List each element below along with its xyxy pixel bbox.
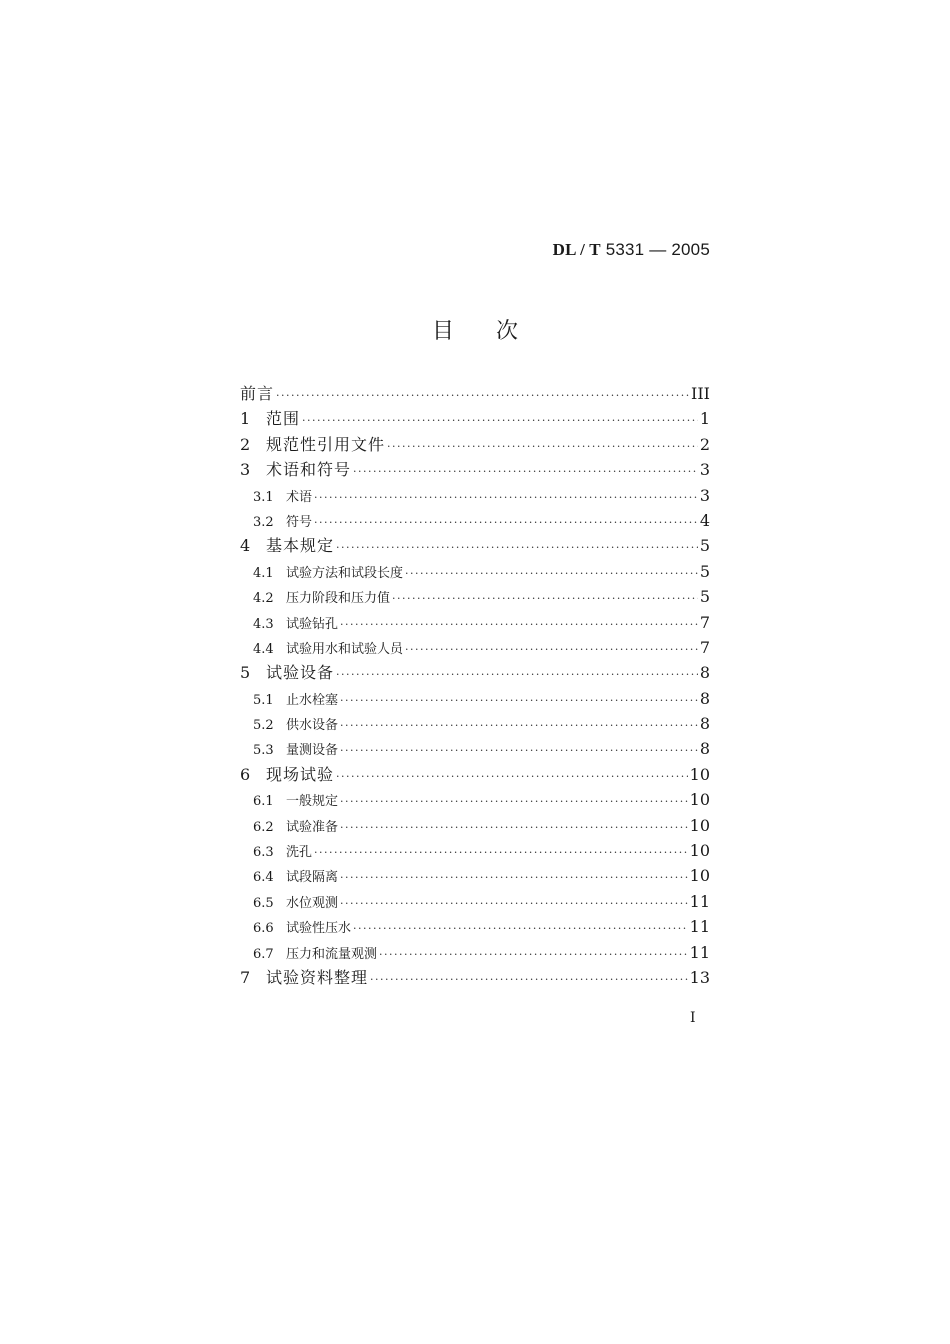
toc-entry-label: 现场试验 (266, 764, 335, 784)
toc-entry-page: 5 (699, 561, 710, 581)
toc-leader-dots (336, 764, 688, 789)
toc-entry-page: 10 (689, 764, 710, 784)
toc-entry-page: 11 (689, 917, 710, 937)
toc-entry[interactable] (240, 940, 710, 965)
toc-entry-page: 10 (689, 841, 710, 861)
toc-entry-label: 压力和流量观测 (286, 946, 378, 962)
toc-entry[interactable] (240, 813, 710, 838)
toc-leader-dots (405, 637, 698, 662)
toc-entry-number: 6.5 (253, 895, 274, 911)
toc-entry[interactable] (240, 432, 710, 457)
toc-entry[interactable] (240, 483, 710, 508)
toc-entry[interactable] (240, 736, 710, 761)
toc-leader-dots (314, 485, 698, 510)
toc-entry[interactable] (240, 863, 710, 888)
toc-entry-label: 止水栓塞 (286, 692, 339, 708)
standard-code (553, 240, 710, 260)
toc-entry-label: 试验设备 (266, 663, 335, 683)
toc-entry[interactable] (240, 508, 710, 533)
toc-entry[interactable] (240, 686, 710, 711)
toc-entry-number: 3 (240, 460, 251, 480)
toc-leader-dots (302, 408, 698, 433)
toc-entry[interactable] (240, 457, 710, 482)
toc-leader-dots (353, 459, 698, 484)
toc-leader-dots (379, 942, 688, 967)
toc-leader-dots (340, 815, 688, 840)
toc-entry-page: III (691, 384, 710, 403)
toc-entry-number: 6.6 (253, 921, 274, 937)
toc-entry-page: 5 (699, 536, 710, 556)
toc-entry-page: 13 (689, 967, 710, 987)
toc-entry-label: 试验用水和试验人员 (286, 641, 404, 657)
toc-leader-dots (314, 510, 698, 535)
toc-entry-number: 6.7 (253, 946, 274, 962)
toc-entry-label: 压力阶段和压力值 (286, 591, 391, 607)
toc-entry[interactable] (240, 762, 710, 787)
toc-entry-label: 试验方法和试段长度 (286, 565, 404, 581)
toc-entry-number: 5 (240, 663, 251, 683)
toc-leader-dots (340, 738, 698, 763)
toc-entry-number: 4.2 (253, 591, 274, 607)
toc-entry-number: 6.4 (253, 870, 274, 886)
toc-entry-label: 术语和符号 (266, 460, 352, 480)
toc-entry-number: 5.3 (253, 743, 274, 759)
toc-entry-page: 2 (699, 434, 710, 454)
toc-entry-page: 3 (699, 460, 710, 480)
toc-entry-label: 试段隔离 (286, 870, 339, 886)
standard-prefix: DL / T (552, 240, 601, 259)
toc-entry-number: 6.1 (253, 794, 274, 810)
toc-entry-page: 11 (689, 942, 710, 962)
toc-entry-label: 符号 (286, 514, 313, 530)
toc-entry-label: 前言 (240, 384, 275, 403)
toc-entry-page: 8 (699, 739, 710, 759)
toc-leader-dots (387, 434, 698, 459)
toc-entry-label: 洗孔 (286, 845, 313, 861)
toc-entry-label: 试验性压水 (286, 921, 352, 937)
toc-leader-dots (314, 840, 688, 865)
toc-entry-label: 试验准备 (286, 819, 339, 835)
toc-entry[interactable] (240, 889, 710, 914)
page-title: 目次 (431, 319, 560, 344)
toc-entry-page: 3 (699, 485, 710, 505)
toc-entry-page: 7 (699, 612, 710, 632)
toc-leader-dots (276, 383, 689, 408)
toc-entry-page: 8 (699, 663, 710, 683)
toc-entry-label: 基本规定 (266, 536, 335, 556)
toc-entry-label: 量测设备 (286, 743, 339, 759)
toc-leader-dots (370, 967, 688, 992)
toc-entry-number: 5.1 (253, 692, 274, 708)
toc-entry[interactable] (240, 838, 710, 863)
toc-leader-dots (340, 891, 688, 916)
toc-entry-label: 试验资料整理 (266, 967, 369, 987)
toc-entry-number: 3.1 (253, 489, 274, 505)
toc-leader-dots (340, 865, 688, 890)
toc-entry-page: 1 (699, 409, 710, 429)
toc-leader-dots (353, 916, 688, 941)
standard-number: 5331 — 2005 (605, 240, 710, 259)
toc-entry-page: 10 (689, 866, 710, 886)
toc-entry-page: 11 (689, 891, 710, 911)
toc-entry-label: 试验钻孔 (286, 616, 339, 632)
toc-leader-dots (336, 535, 698, 560)
toc-entry[interactable] (240, 965, 710, 990)
toc-entry-number: 4.4 (253, 641, 274, 657)
toc-entry[interactable] (240, 406, 710, 431)
toc-entry[interactable] (240, 533, 710, 558)
toc-entry-number: 6.2 (253, 819, 274, 835)
toc-entry-number: 5.2 (253, 718, 274, 734)
toc-entry-label: 一般规定 (286, 794, 339, 810)
toc-entry-label: 供水设备 (286, 718, 339, 734)
toc-leader-dots (340, 688, 698, 713)
toc-entry[interactable] (240, 711, 710, 736)
toc-entry-number: 7 (240, 967, 251, 987)
toc-leader-dots (340, 789, 688, 814)
toc-entry-label: 术语 (286, 489, 313, 505)
toc-leader-dots (392, 586, 698, 611)
toc-entry[interactable] (240, 635, 710, 660)
toc-leader-dots (340, 612, 698, 637)
toc-entry-page: 10 (689, 815, 710, 835)
toc-entry-page: 4 (699, 510, 710, 530)
toc-entry-number: 4.1 (253, 565, 274, 581)
toc-entry-page: 8 (699, 688, 710, 708)
toc-entry[interactable] (240, 914, 710, 939)
toc-entry-number: 4 (240, 536, 251, 556)
toc-leader-dots (336, 662, 698, 687)
toc-entry-label: 规范性引用文件 (266, 434, 386, 454)
toc-entry-number: 2 (240, 434, 251, 454)
toc-leader-dots (340, 713, 698, 738)
toc-entry[interactable] (240, 787, 710, 812)
toc-entry-page: 8 (699, 714, 710, 734)
toc-entry-number: 6.3 (253, 845, 274, 861)
toc-entry-page: 5 (699, 587, 710, 607)
toc-leader-dots (405, 561, 698, 586)
toc-entry-number: 4.3 (253, 616, 274, 632)
toc-entry[interactable] (240, 584, 710, 609)
toc-entry-number: 1 (240, 409, 251, 429)
toc-entry-number: 6 (240, 764, 251, 784)
toc-entry-page: 10 (689, 790, 710, 810)
toc-entry-label: 范围 (266, 409, 301, 429)
page-number: I (690, 1010, 696, 1026)
toc-entry[interactable] (240, 660, 710, 685)
table-of-contents (240, 381, 710, 990)
toc-entry-page: 7 (699, 637, 710, 657)
toc-entry[interactable] (240, 559, 710, 584)
toc-entry-number: 3.2 (253, 514, 274, 530)
toc-entry-label: 水位观测 (286, 895, 339, 911)
toc-entry[interactable] (240, 381, 710, 406)
toc-entry[interactable] (240, 610, 710, 635)
